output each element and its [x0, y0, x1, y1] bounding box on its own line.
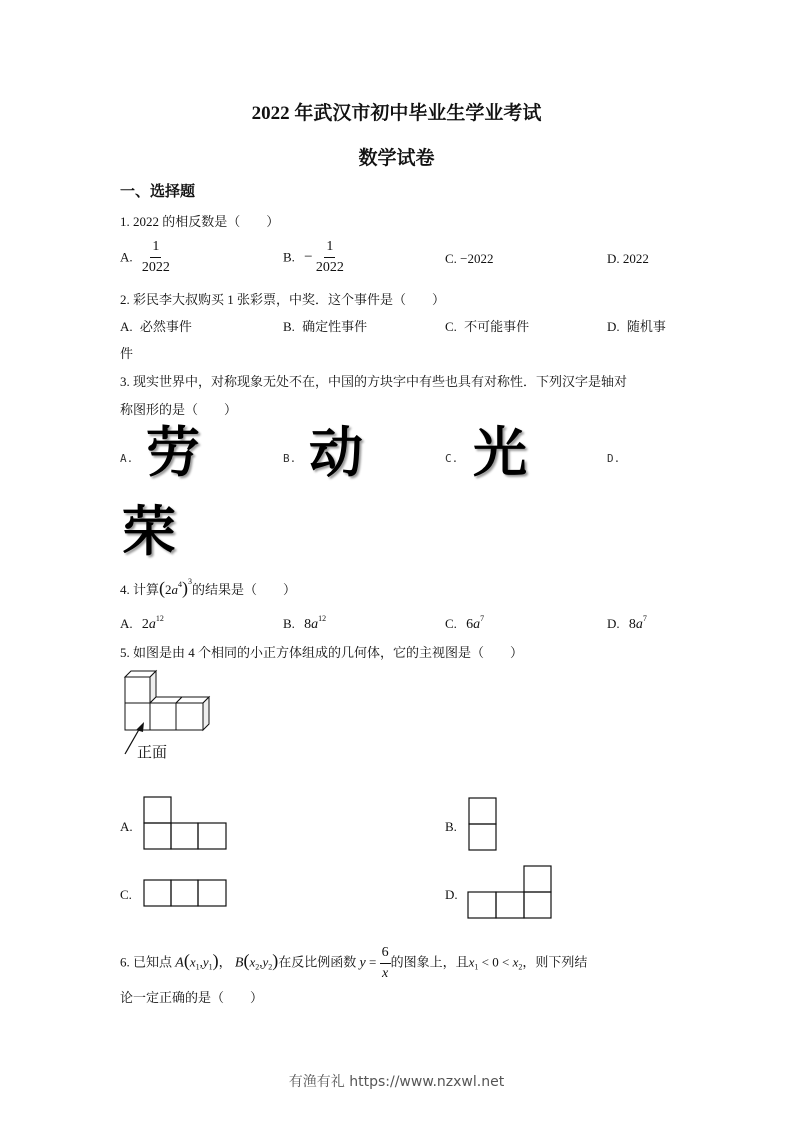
option-text: 确定性事件	[302, 319, 368, 334]
q1-option-a[interactable]	[120, 240, 170, 275]
option-label: D.	[607, 616, 620, 631]
sub: 1	[195, 962, 200, 972]
paren-close: )	[212, 950, 219, 971]
q5-option-d-figure[interactable]	[467, 865, 555, 921]
q5-option-b-label[interactable]: B.	[445, 819, 457, 834]
paren-open: (	[159, 578, 166, 598]
option-label: C.	[445, 319, 457, 334]
q5-option-c-label[interactable]: C.	[120, 887, 132, 902]
coef: 2	[165, 582, 172, 597]
outer-exp: 3	[188, 577, 193, 586]
q4-option-c[interactable]	[445, 614, 484, 633]
option-label: A.	[120, 319, 133, 334]
q4-option-a[interactable]	[120, 614, 164, 633]
q5-option-b-figure[interactable]	[468, 797, 498, 853]
q2-option-c[interactable]	[445, 316, 529, 335]
question-3-stem-line2: 称图形的是（ ）	[120, 402, 238, 417]
minus-sign: −	[304, 249, 313, 265]
q1-option-c[interactable]	[445, 251, 494, 267]
var: a	[171, 582, 179, 597]
q2-option-b[interactable]	[283, 316, 367, 335]
denominator: 2022	[315, 260, 344, 275]
fraction	[316, 240, 344, 275]
coef: 8	[304, 617, 312, 632]
q5-option-c-figure[interactable]	[143, 879, 229, 909]
numerator: 6	[380, 946, 391, 964]
question-6-stem-line2: 论一定正确的是（ ）	[120, 990, 264, 1005]
option-label: B.	[283, 616, 295, 631]
inner-exp: 4	[178, 580, 183, 589]
option-text: 随机事	[626, 319, 666, 334]
option-label: D.	[607, 452, 621, 465]
exp: 7	[480, 614, 485, 623]
footer-watermark: 有渔有礼 https://www.nzxwl.net	[288, 1074, 505, 1090]
var: a	[148, 617, 156, 632]
y2: y	[262, 954, 269, 970]
option-label: A.	[120, 249, 133, 265]
q5-option-d-label[interactable]: D.	[445, 887, 458, 902]
after-func: 的图象上，且	[390, 954, 469, 970]
coef: 8	[628, 617, 636, 632]
numerator: 1	[150, 240, 161, 258]
point-a: A	[175, 955, 184, 971]
y1: y	[202, 954, 209, 970]
numerator: 1	[324, 240, 335, 258]
section-heading: 一、选择题	[120, 184, 196, 200]
sub: 1	[208, 962, 213, 972]
question-2-stem: 2. 彩民李大叔购买 1 张彩票，中奖．这个事件是（ ）	[120, 292, 446, 307]
stem-prefix: 4. 计算	[120, 582, 160, 597]
q1-option-b[interactable]	[283, 240, 344, 275]
point-b: B	[234, 955, 244, 971]
option-label: C.	[445, 452, 459, 465]
func-y: y	[359, 955, 366, 971]
mid-text: 在反比例函数	[278, 954, 357, 970]
question-3-stem-line1: 3. 现实世界中，对称现象无处不在，中国的方块字中有些也具有对称性．下列汉字是轴对	[120, 374, 628, 389]
sub: 1	[474, 962, 479, 972]
tail: ，则下列结	[522, 954, 588, 970]
exam-title: 2022 年武汉市初中毕业生学业考试	[251, 103, 542, 124]
sub: 2	[518, 962, 523, 972]
option-label: C.	[445, 251, 457, 266]
character-rong[interactable]: 荣	[122, 500, 176, 563]
var: a	[635, 617, 643, 632]
paren-close: )	[272, 950, 279, 971]
character-guang: 光	[473, 421, 527, 484]
sub: 2	[255, 962, 260, 972]
exp: 12	[318, 614, 327, 623]
coef: 2	[141, 617, 149, 632]
option-label: A.	[120, 616, 133, 631]
x2: x	[512, 954, 519, 970]
exp: 7	[642, 614, 647, 623]
stem-suffix: 的结果是（ ）	[192, 582, 297, 597]
inequality: < 0 <	[481, 954, 510, 970]
exam-subtitle: 数学试卷	[358, 148, 435, 169]
x2: x	[249, 954, 256, 970]
q5-option-a-figure[interactable]	[143, 796, 229, 851]
option-label: D.	[607, 319, 620, 334]
option-text: 不可能事件	[464, 319, 530, 334]
x1: x	[189, 954, 196, 970]
exp: 12	[155, 614, 164, 623]
paren-open: (	[183, 950, 190, 971]
paren-open: (	[243, 950, 250, 971]
coef: 6	[466, 617, 474, 632]
var: a	[311, 617, 319, 632]
x1: x	[468, 954, 475, 970]
question-6-stem-line1: 6. 已知点 $A(x_1,y_1)$， $B(x_2,y_2)$在反比例函数 y = $\frac{6}{x}$ 的图象上，且$x_1 < 0 < x_2$，则下列结	[120, 945, 588, 981]
option-label: D.	[607, 251, 620, 266]
option-label: C.	[445, 616, 457, 631]
option-label: B.	[283, 249, 295, 265]
q1-option-d[interactable]	[607, 251, 649, 267]
question-1-stem: 1. 2022 的相反数是（ ）	[120, 214, 280, 229]
q2-option-d-wrap: 件	[120, 346, 134, 361]
denominator: 2022	[141, 260, 170, 275]
option-label: A.	[120, 452, 134, 465]
denominator: x	[382, 966, 389, 981]
option-label: B.	[283, 452, 297, 465]
q4-option-d[interactable]	[607, 614, 647, 633]
q2-option-a[interactable]	[120, 316, 192, 335]
q4-option-b[interactable]	[283, 614, 326, 633]
sub: 2	[268, 962, 273, 972]
question-4-stem	[120, 577, 296, 599]
option-text: 必然事件	[139, 319, 192, 334]
character-dong: 动	[309, 421, 363, 484]
option-text: 2022	[622, 251, 649, 266]
paren-close: )	[182, 578, 189, 598]
q2-option-d[interactable]	[607, 316, 666, 335]
option-label: B.	[283, 319, 295, 334]
fraction	[142, 240, 170, 275]
var: a	[473, 617, 481, 632]
q5-option-a-label[interactable]: A.	[120, 819, 133, 834]
function-fraction	[380, 946, 391, 981]
character-lao: 劳	[146, 421, 200, 484]
stem-prefix: 6. 已知点	[120, 954, 173, 970]
front-label: 正面	[137, 743, 168, 761]
option-text: −2022	[460, 251, 494, 266]
question-5-stem: 5. 如图是由 4 个相同的小正方体组成的几何体，它的主视图是（ ）	[120, 645, 524, 660]
